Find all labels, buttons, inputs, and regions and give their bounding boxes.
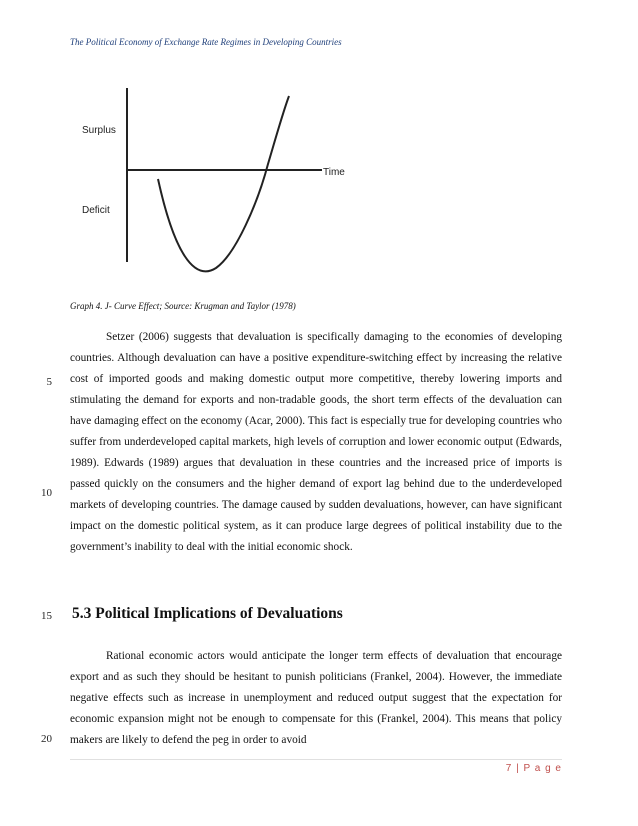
time-label: Time <box>323 167 345 178</box>
line-number-15: 15 <box>41 610 52 622</box>
footer-divider <box>70 759 562 760</box>
j-curve-graph <box>76 82 366 282</box>
paragraph-1-text: Setzer (2006) suggests that devaluation is specifically damaging to the economies of developing countries. Although devaluation can have a positive expenditure-switching effect by increasing the relative cost of imported goods and making domestic output more competitive, thereby lowering imports and stimulating the demand for exports and non-tradable goods, the short term effects of the devaluation can have damaging effect on the economy (Acar, 2000). This fact is especially true for developing countries who suffer from underdeveloped capital markets, high levels of corruption and lower economic output (Edwards, 1989). Edwards (1989) argues that devaluation in these countries and the increased price of imports is passed quickly on the consumers and the higher demand of export lag behind due to the underdeveloped markets of developing countries. The damage caused by sudden devaluations, however, can have significant impact on the domestic political system, as it can produce large degrees of political instability due to the government’s inability to deal with the initial economic shock. <box>70 331 562 553</box>
surplus-label: Surplus <box>82 125 116 136</box>
j-curve-line <box>158 96 289 271</box>
paragraph-1 <box>70 327 562 558</box>
figure-caption: Graph 4. J- Curve Effect; Source: Krugman and Taylor (1978) <box>70 301 296 311</box>
j-curve-svg <box>76 82 366 282</box>
line-number-5: 5 <box>46 376 52 388</box>
running-header: The Political Economy of Exchange Rate Regimes in Developing Countries <box>70 37 342 47</box>
deficit-label: Deficit <box>82 205 110 216</box>
paragraph-2-text: Rational economic actors would anticipate the longer term effects of devaluation that encourage export and as such they should be hesitant to punish politicians (Frankel, 2004). However, the immediate negative effects such as increase in unemployment and reduced output suggest that the expectation for economic expansion might not be enough to compensate for this (Frankel, 2004). This means that policy makers are likely to defend the peg in order to avoid <box>70 650 562 746</box>
line-number-10: 10 <box>41 487 52 499</box>
section-heading: 5.3 Political Implications of Devaluations <box>72 605 343 622</box>
line-number-20: 20 <box>41 733 52 745</box>
page-number: 7 | P a g e <box>505 763 562 774</box>
paragraph-2 <box>70 646 562 751</box>
